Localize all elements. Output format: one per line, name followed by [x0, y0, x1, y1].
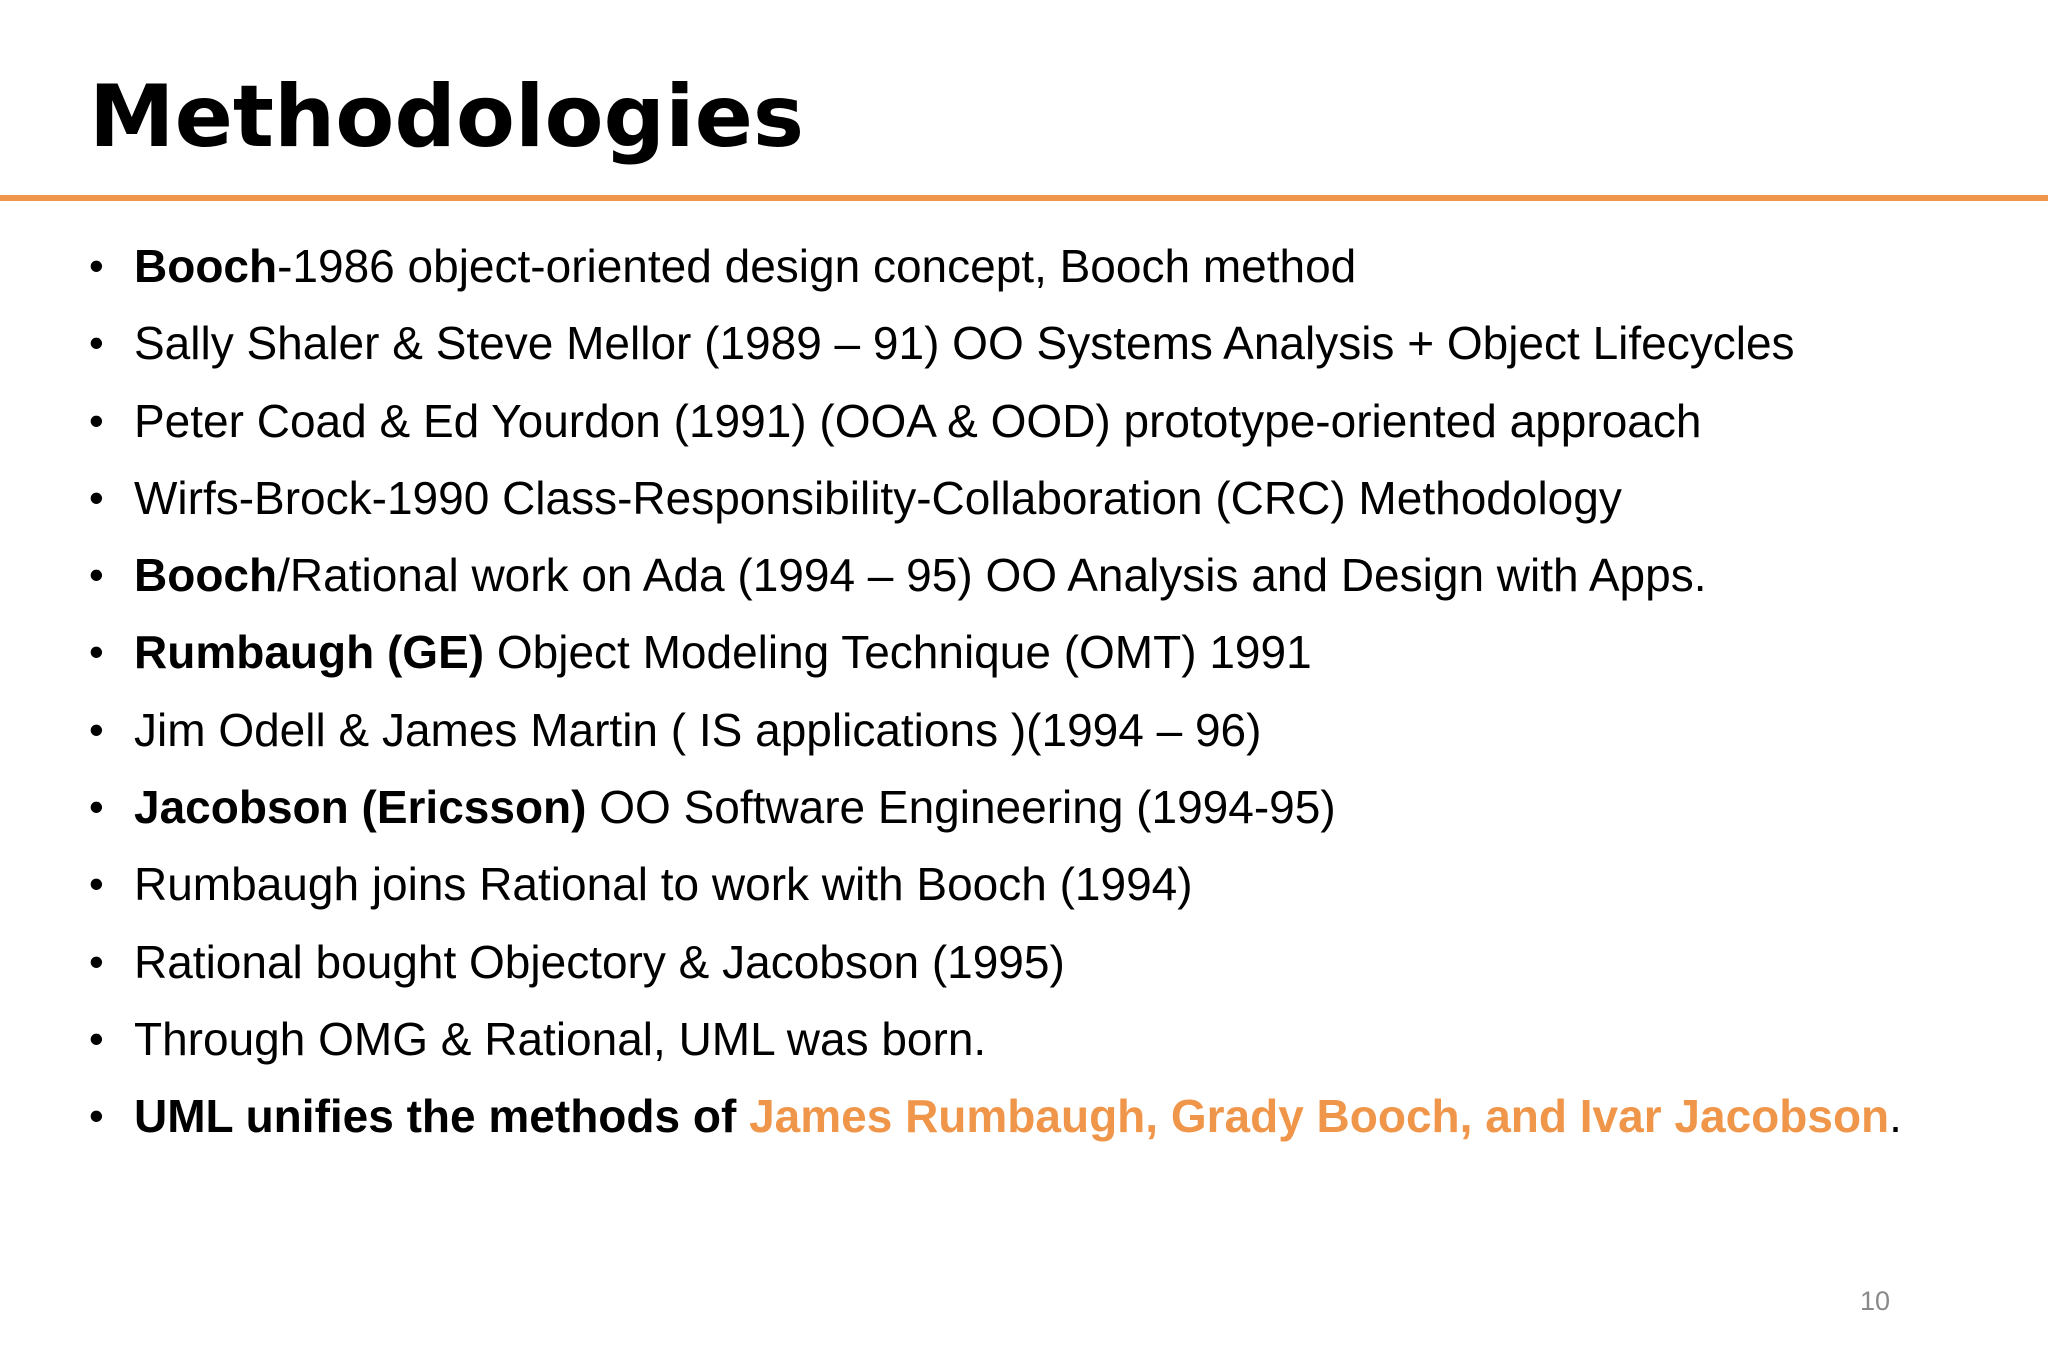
bullet-accent: James Rumbaugh, Grady Booch, and Ivar Jacobson: [749, 1090, 1890, 1143]
bullet-plain: Jim Odell & James Martin ( IS applications )(1994 – 96): [134, 703, 1262, 756]
bullet-text: [134, 622, 1312, 682]
bullet-dot-icon: •: [89, 473, 104, 521]
bullet-dot-icon: •: [89, 937, 104, 985]
bullet-text: [134, 391, 1701, 451]
bullet-bold: Jacobson (Ericsson): [134, 781, 587, 834]
bullet-plain: /Rational work on Ada (1994 – 95) OO Analysis and Design with Apps.: [277, 549, 1707, 602]
bullet-text: [134, 236, 1356, 296]
title-divider: [0, 195, 2048, 201]
bullet-bold: Booch: [134, 240, 278, 292]
bullet-text: [134, 313, 1795, 373]
bullet-text: [134, 468, 1622, 528]
bullet-dot-icon: •: [89, 1092, 104, 1140]
bullet-text: [134, 932, 1065, 992]
bullet-dot-icon: •: [89, 396, 104, 444]
bullet-bold: Rumbaugh (GE): [134, 626, 485, 679]
bullet-plain: .: [1889, 1090, 1902, 1143]
bullet-dot-icon: •: [89, 628, 104, 676]
bullet-dot-icon: •: [89, 705, 104, 753]
bullet-plain: Wirfs-Brock-1990 Class-Responsibility-Collaboration (CRC) Methodology: [134, 471, 1622, 524]
bullet-text: [134, 1086, 1902, 1146]
bullet-plain: Rumbaugh joins Rational to work with Booch (1994): [134, 858, 1193, 911]
bullet-bold: Booch: [134, 549, 278, 602]
bullet-dot-icon: •: [89, 319, 104, 367]
bullet-plain: Peter Coad & Ed Yourdon (1991) (OOA & OOD) prototype-oriented approach: [134, 394, 1702, 447]
bullet-plain: Through OMG & Rational, UML was born.: [134, 1012, 987, 1065]
bullet-plain: Sally Shaler & Steve Mellor (1989 – 91) OO Systems Analysis + Object Lifecycles: [134, 317, 1795, 370]
slide-title: Methodologies: [89, 67, 805, 167]
bullet-text: [134, 777, 1336, 837]
bullet-dot-icon: •: [89, 242, 104, 289]
bullet-plain: -1986 object-oriented design concept, Booch method: [277, 240, 1357, 292]
bullet-dot-icon: •: [89, 860, 104, 908]
bullet-text: [134, 700, 1261, 760]
page-number: 10: [1860, 1286, 1891, 1316]
bullet-dot-icon: •: [89, 1014, 104, 1062]
bullet-dot-icon: •: [89, 551, 104, 599]
bullet-plain: Object Modeling Technique (OMT) 1991: [484, 626, 1312, 679]
bullet-text: [134, 1009, 986, 1069]
bullet-dot-icon: •: [89, 783, 104, 831]
bullet-text: [134, 545, 1706, 605]
bullet-plain: Rational bought Objectory & Jacobson (1995): [134, 935, 1065, 988]
bullet-plain: OO Software Engineering (1994-95): [586, 781, 1336, 834]
bullet-bold: UML unifies the methods of: [134, 1090, 750, 1143]
bullet-text: [134, 854, 1193, 914]
